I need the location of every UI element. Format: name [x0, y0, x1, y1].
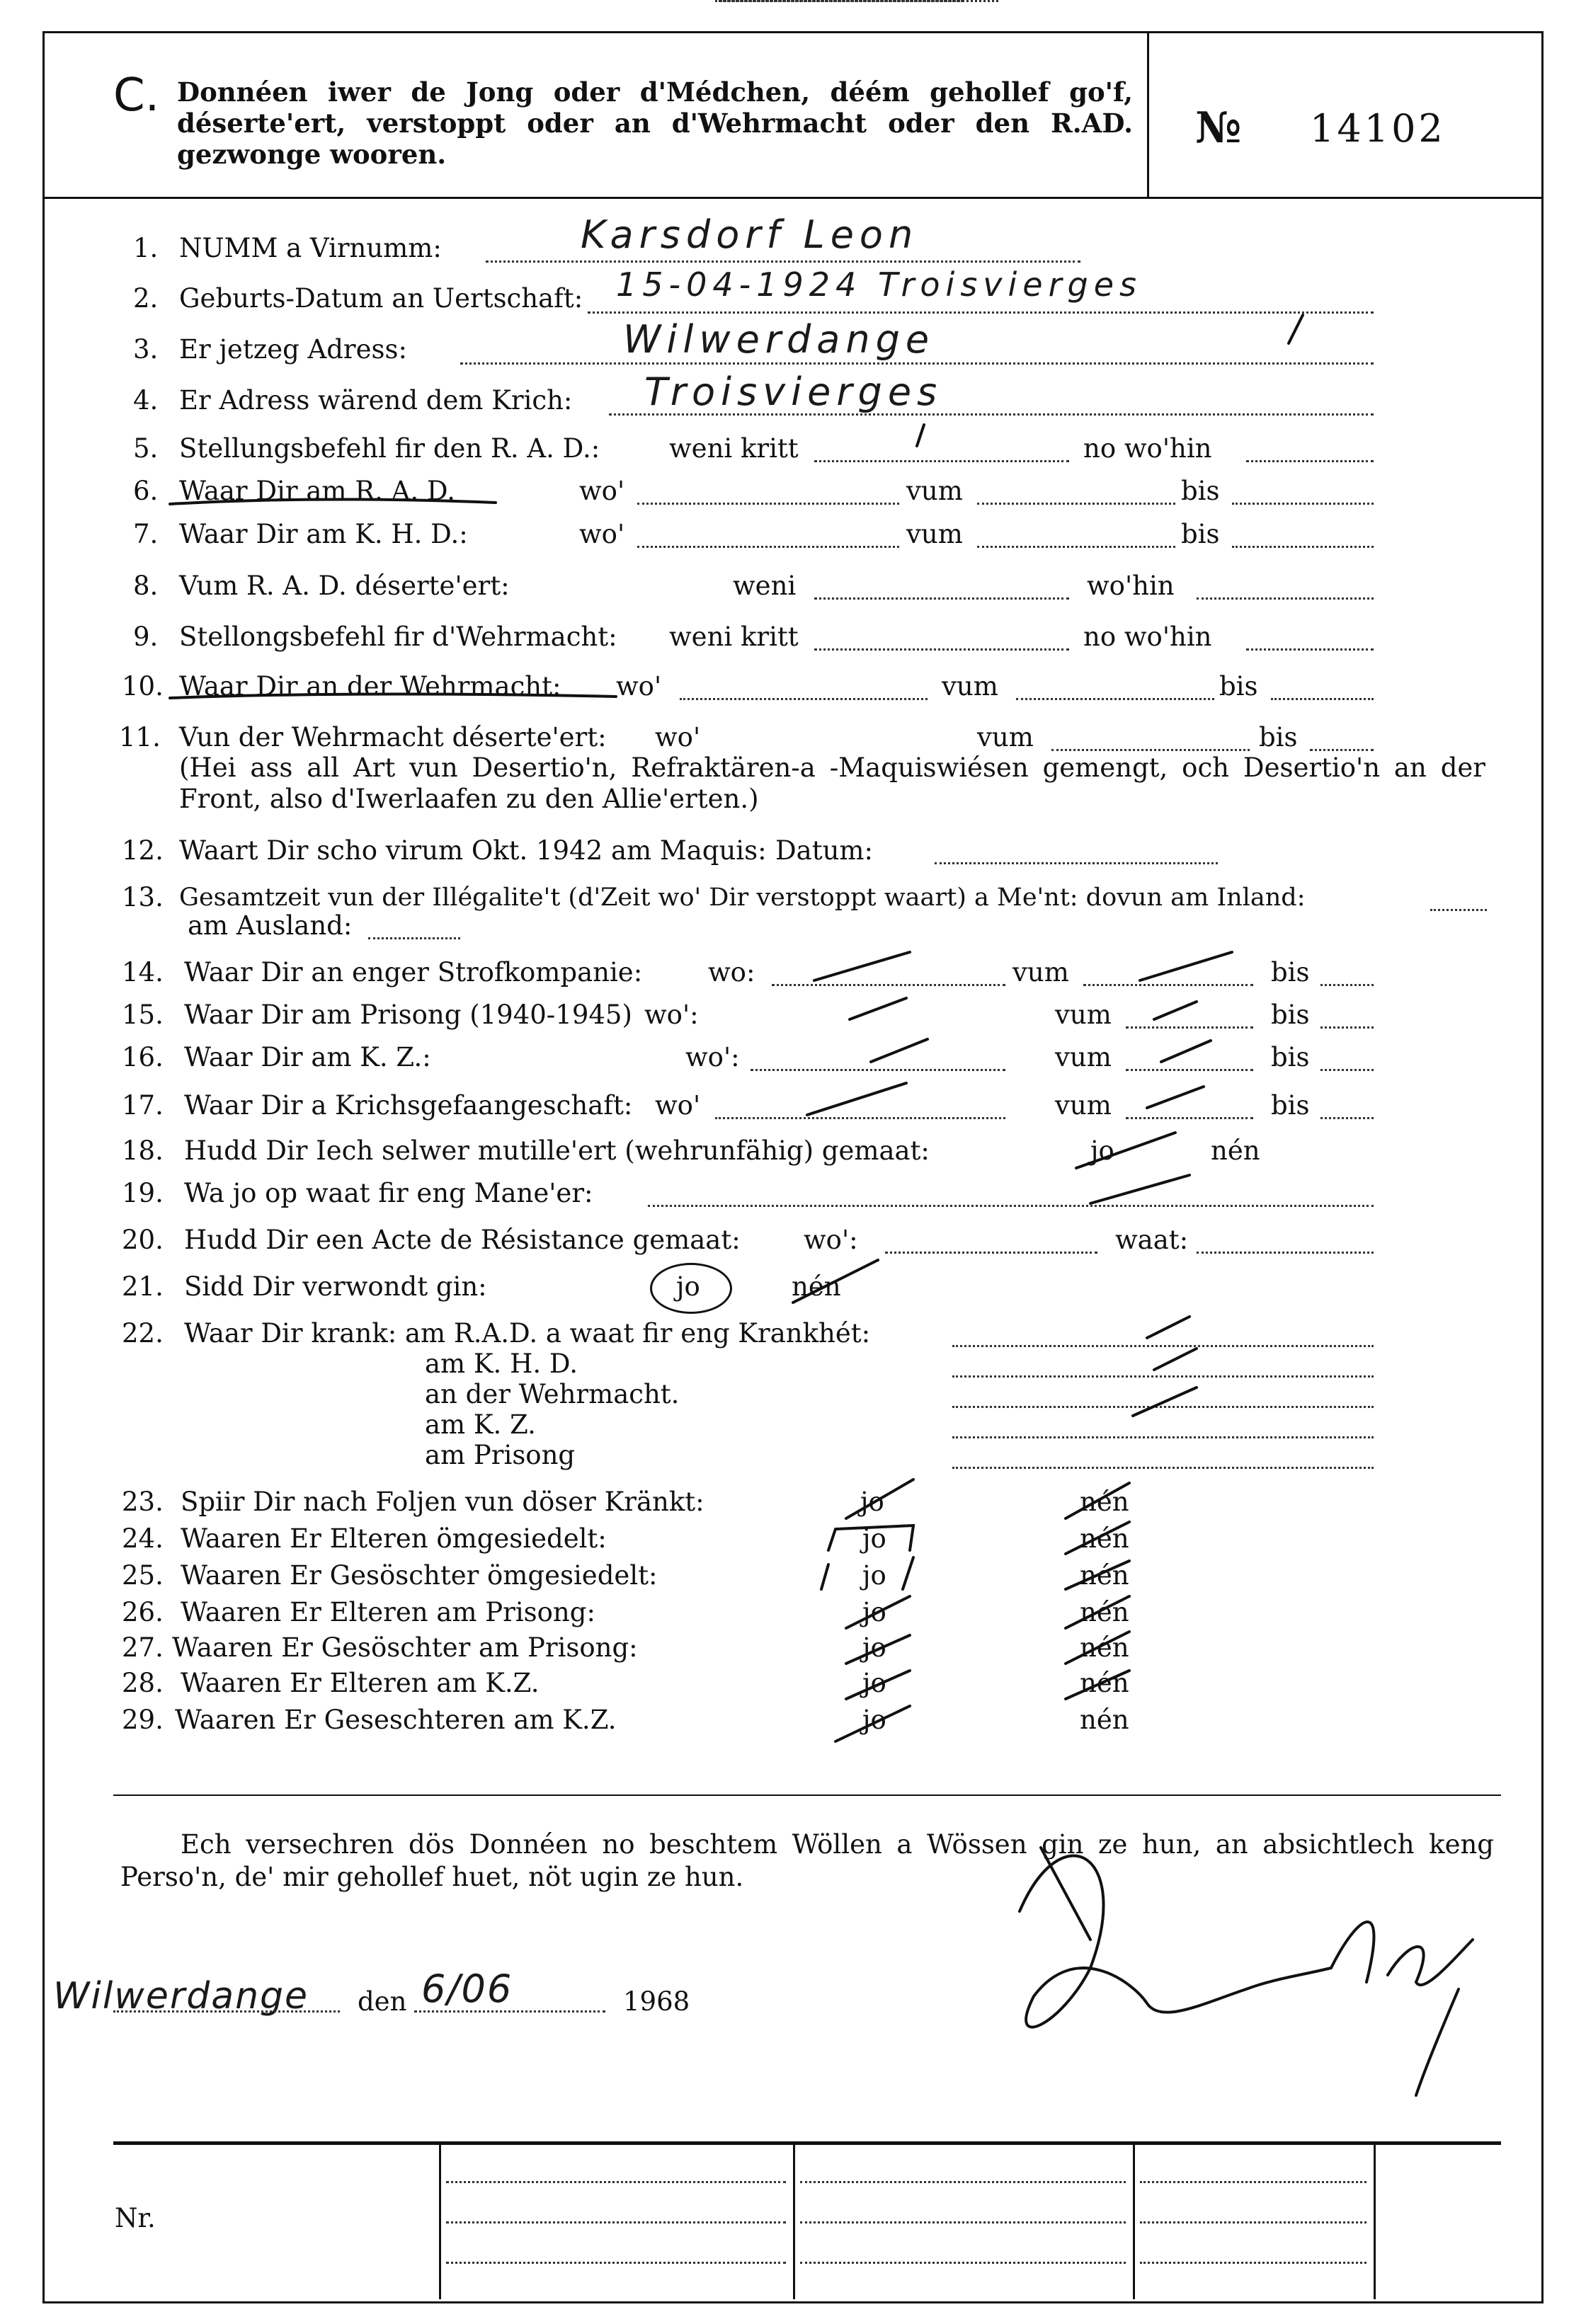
item-24-num: 24.	[122, 1523, 164, 1554]
item-22-sub-khd: am K. H. D.	[425, 1349, 578, 1379]
item-11-field1: wo'	[655, 722, 701, 752]
item-28-num: 28.	[122, 1668, 164, 1698]
strike-21-nen	[793, 1260, 878, 1303]
item5-mark	[917, 425, 924, 446]
item-10-num: 10.	[122, 671, 164, 702]
item-8-field1: weni	[733, 571, 797, 601]
item-10-label: Waar Dir an der Wehrmacht:	[179, 671, 561, 702]
item-11-note: (Hei ass all Art vun Desertio'n, Refraktären-a -Maquiswiésen gemengt, och Desertio'n an der Front, also d'Iwerlaafen zu den Allie'erten.)	[179, 752, 1485, 814]
item-8-num: 8.	[133, 571, 159, 601]
strike-23-jo	[846, 1479, 913, 1518]
item-9-field1: weni kritt	[669, 622, 799, 652]
item-10-field2: vum	[942, 671, 998, 702]
item-24-option-jo[interactable]: jo	[862, 1523, 886, 1554]
item-7-field3: bis	[1181, 519, 1220, 549]
item-16-label: Waar Dir am K. Z.:	[184, 1042, 431, 1072]
item-11-label: Vun der Wehrmacht déserte'ert:	[179, 722, 607, 752]
item-26-option-jo[interactable]: jo	[862, 1597, 886, 1627]
item-17-num: 17.	[122, 1090, 164, 1121]
item-6-label: Waar Dir am R. A. D.	[179, 476, 455, 506]
item-27-option-jo[interactable]: jo	[862, 1632, 886, 1663]
item-22-sub-kz: am K. Z.	[425, 1409, 536, 1440]
item-23-option-jo[interactable]: jo	[860, 1487, 884, 1517]
item-2-num: 2.	[133, 283, 159, 314]
item-17-field2: vum	[1055, 1090, 1112, 1121]
item-21-option-jo[interactable]: jo	[676, 1271, 700, 1302]
item-22-sub-wehrmacht: an der Wehrmacht.	[425, 1379, 680, 1409]
item-25-option-nen[interactable]: nén	[1080, 1560, 1129, 1591]
item-3-label: Er jetzeg Adress:	[179, 334, 407, 365]
item-9-label: Stellongsbefehl fir d'Wehrmacht:	[179, 622, 617, 652]
handwritten-place: Wilwerdange	[53, 1975, 309, 2017]
dash-16b	[1161, 1041, 1211, 1062]
strike-24-nen	[1066, 1522, 1129, 1554]
item-18-label: Hudd Dir Iech selwer mutille'ert (wehrunfähig) gemaat:	[184, 1135, 930, 1166]
underline-item-10	[170, 694, 616, 698]
item-22-num: 22.	[122, 1318, 164, 1349]
item-14-field1: wo:	[708, 957, 755, 988]
item-17-label: Waar Dir a Krichsgefaangeschaft:	[184, 1090, 633, 1121]
item-23-option-nen[interactable]: nén	[1080, 1487, 1129, 1517]
handwritten-birth: 15-04-1924 Troisvierges	[616, 265, 1142, 304]
strike-29-jo	[835, 1706, 910, 1741]
item-18-option-nen[interactable]: nén	[1211, 1135, 1260, 1166]
item-5-label: Stellungsbefehl fir den R. A. D.:	[179, 433, 600, 464]
item-8-field2: wo'hin	[1087, 571, 1175, 601]
item-1-num: 1.	[133, 233, 159, 263]
item-26-option-nen[interactable]: nén	[1080, 1597, 1129, 1627]
birth-underline	[1289, 315, 1303, 343]
item-16-field2: vum	[1055, 1042, 1112, 1072]
item-24-label: Waaren Er Elteren ömgesiedelt:	[181, 1523, 607, 1554]
item-10-field3: bis	[1219, 671, 1258, 702]
item-12-field1: Datum:	[775, 835, 873, 866]
strike-26-jo	[846, 1596, 910, 1628]
item-29-num: 29.	[122, 1705, 164, 1735]
item-1-label: NUMM a Virnumm:	[179, 233, 442, 263]
item-22-sub-prisong: am Prisong	[425, 1440, 576, 1470]
dash-22b	[1154, 1349, 1197, 1370]
strike-23-nen	[1066, 1483, 1129, 1518]
item-21-option-nen[interactable]: nén	[792, 1271, 841, 1302]
item-14-num: 14.	[122, 957, 164, 988]
item-6-field3: bis	[1181, 476, 1220, 506]
item-17-field1: wo'	[655, 1090, 701, 1121]
dash-22a	[1147, 1317, 1190, 1338]
dash-22c	[1133, 1387, 1197, 1416]
item-13-ausland-label: am Ausland:	[188, 910, 353, 941]
item-13-label: Gesamtzeit vun der Illégalite't (d'Zeit wo' Dir verstoppt waart) a Me'nt: dovun am Inland:	[179, 883, 1306, 912]
item-19-label: Wa jo op waat fir eng Mane'er:	[184, 1178, 593, 1208]
handwritten-address: Wilwerdange	[623, 317, 935, 362]
dash-16a	[871, 1039, 928, 1062]
den-label: den	[358, 1986, 407, 2017]
item-26-label: Waaren Er Elteren am Prisong:	[181, 1597, 595, 1627]
item-5-field2: no wo'hin	[1083, 433, 1212, 464]
strike-28-nen	[1066, 1671, 1129, 1699]
item-23-label: Spiir Dir nach Foljen vun döser Kränkt:	[181, 1487, 704, 1517]
item-29-option-nen[interactable]: nén	[1080, 1705, 1129, 1735]
item-5-num: 5.	[133, 433, 159, 464]
form-number: 14102	[1310, 106, 1446, 151]
item-3-num: 3.	[133, 334, 159, 365]
item-9-field2: no wo'hin	[1083, 622, 1212, 652]
dash-19	[1090, 1175, 1190, 1203]
signature	[1020, 1856, 1473, 2095]
dash-17b	[1147, 1087, 1204, 1108]
year-label: 1968	[623, 1986, 690, 2017]
item-24-option-nen[interactable]: nén	[1080, 1523, 1129, 1554]
dash-17a	[807, 1083, 906, 1115]
dash-15b	[1154, 1002, 1197, 1019]
item-29-option-jo[interactable]: jo	[862, 1705, 886, 1735]
item-25-option-jo[interactable]: jo	[862, 1560, 886, 1591]
item-27-num: 27.	[122, 1632, 164, 1663]
item-27-option-nen[interactable]: nén	[1080, 1632, 1129, 1663]
item-7-field1: wo'	[579, 519, 625, 549]
item-20-label: Hudd Dir een Acte de Résistance gemaat:	[184, 1225, 741, 1255]
item-20-num: 20.	[122, 1225, 164, 1255]
item-11-field3: bis	[1259, 722, 1298, 752]
item-6-num: 6.	[133, 476, 159, 506]
item-4-label: Er Adress wärend dem Krich:	[179, 385, 573, 416]
declaration-text: Ech versechren dös Donnéen no beschtem Wöllen a Wössen gin ze hun, an absichtlech keng Perso'n, de' mir gehollef huet, nöt ugin ze hun.	[120, 1829, 1494, 1892]
form-title: Donnéen iwer de Jong oder d'Médchen, déém gehollef go'f, déserte'ert, verstoppt oder an d'Wehrmacht oder den R.AD. gezwonge wooren.	[177, 76, 1133, 170]
item-5-field1: weni kritt	[669, 433, 799, 464]
strike-28-jo	[846, 1671, 910, 1699]
item-25-label: Waaren Er Gesöschter ömgesiedelt:	[181, 1560, 658, 1591]
strike-27-jo	[846, 1635, 910, 1664]
bracket-25-right	[903, 1557, 913, 1589]
item-20-field1: wo':	[804, 1225, 858, 1255]
item-28-option-nen[interactable]: nén	[1080, 1668, 1129, 1698]
strike-18-jo	[1076, 1133, 1175, 1168]
item-9-num: 9.	[133, 622, 159, 652]
item-15-num: 15.	[122, 1000, 164, 1030]
item-8-label: Vum R. A. D. déserte'ert:	[179, 571, 510, 601]
item-2-label: Geburts-Datum an Uertschaft:	[179, 283, 583, 314]
item-14-label: Waar Dir an enger Strofkompanie:	[184, 957, 643, 988]
item-12-label: Waart Dir scho virum Okt. 1942 am Maquis:	[179, 835, 767, 866]
item-15-field2: vum	[1055, 1000, 1112, 1030]
item-20-field2: waat:	[1115, 1225, 1189, 1255]
handwritten-date: 6/06	[421, 1967, 513, 2011]
item-21-label: Sidd Dir verwondt gin:	[184, 1271, 487, 1302]
item-19-num: 19.	[122, 1178, 164, 1208]
bracket-24-left	[828, 1526, 913, 1550]
item-14-field2: vum	[1012, 957, 1069, 988]
dash-15a	[850, 998, 906, 1019]
nr-label: Nr.	[115, 2203, 156, 2233]
item-7-num: 7.	[133, 519, 159, 549]
item-25-num: 25.	[122, 1560, 164, 1591]
item-23-num: 23.	[122, 1487, 164, 1517]
item-12-num: 12.	[122, 835, 164, 866]
item-15-label: Waar Dir am Prisong (1940-1945)	[184, 1000, 632, 1030]
bracket-25-left	[821, 1564, 828, 1589]
item-7-label: Waar Dir am K. H. D.:	[179, 519, 468, 549]
item-21-num: 21.	[122, 1271, 164, 1302]
item-11-field2: vum	[977, 722, 1034, 752]
item-18-num: 18.	[122, 1135, 164, 1166]
item-28-option-jo[interactable]: jo	[862, 1668, 886, 1698]
strike-27-nen	[1066, 1632, 1129, 1664]
item-29-label: Waaren Er Geseschteren am K.Z.	[175, 1705, 617, 1735]
section-letter: C.	[113, 69, 160, 122]
item-15-field3: bis	[1271, 1000, 1310, 1030]
item-11-num: 11.	[119, 722, 161, 752]
item-22-label: Waar Dir krank: am R.A.D. a waat fir eng Krankhét:	[184, 1318, 871, 1349]
item-16-field1: wo':	[685, 1042, 740, 1072]
item-26-num: 26.	[122, 1597, 164, 1627]
item-4-num: 4.	[133, 385, 159, 416]
item-16-num: 16.	[122, 1042, 164, 1072]
item-17-field3: bis	[1271, 1090, 1310, 1121]
item-16-field3: bis	[1271, 1042, 1310, 1072]
strike-26-nen	[1066, 1596, 1129, 1628]
item-6-field2: vum	[906, 476, 963, 506]
item-13-num: 13.	[122, 882, 164, 912]
dash-14a	[814, 952, 910, 980]
handwritten-war-address: Troisvierges	[644, 370, 943, 414]
item-18-option-jo[interactable]: jo	[1090, 1135, 1114, 1166]
item-14-field3: bis	[1271, 957, 1310, 988]
underline-item-6	[170, 499, 496, 504]
item-10-field1: wo'	[616, 671, 662, 702]
item-28-label: Waaren Er Elteren am K.Z.	[181, 1668, 540, 1698]
handwritten-name: Karsdorf Leon	[581, 212, 919, 257]
strike-25-nen	[1066, 1561, 1129, 1589]
number-label: №	[1195, 103, 1242, 153]
signature-line	[1041, 1848, 1090, 1940]
item-7-field2: vum	[906, 519, 963, 549]
item-27-label: Waaren Er Gesöschter am Prisong:	[172, 1632, 638, 1663]
item-15-field1: wo':	[644, 1000, 699, 1030]
item-6-field1: wo'	[579, 476, 625, 506]
dash-14b	[1140, 952, 1232, 980]
